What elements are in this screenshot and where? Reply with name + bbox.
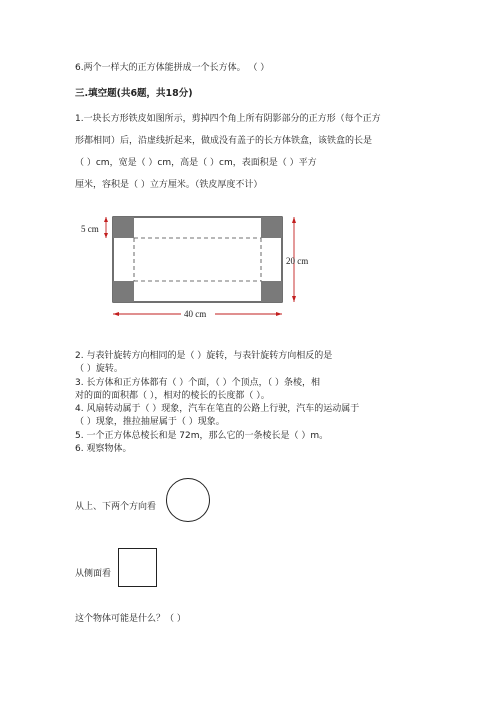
width-label: 40 cm [184, 309, 207, 319]
q2-line-1: 2. 与表针旋转方向相同的是（ ）旋转，与表针旋转方向相反的是 [75, 351, 333, 361]
q1-line-1: 1.一块长方形铁皮如图所示，剪掉四个角上所有阴影部分的正方形（每个正方 [75, 114, 381, 124]
corner-size-label: 5 cm [81, 224, 99, 234]
top-view-circle [166, 478, 210, 522]
q2-line-2: （ ）旋转。 [75, 364, 123, 374]
q3-line-2: 对的面的面积都（ ），相对的棱长的长度都（ ）。 [75, 391, 270, 401]
corner-square-tr [261, 217, 282, 238]
q1-line-4: 厘米，容积是（ ）立方厘米。（铁皮厚度不计） [75, 180, 263, 190]
top-view-label: 从上、下两个方向看 [75, 502, 157, 512]
q1-line-2: 形都相同）后，沿虚线折起来，做成没有盖子的长方体铁盒，该铁盒的长是 [75, 136, 373, 146]
section-title: 三.填空题(共6题，共18分) [75, 88, 193, 99]
q3-line-1: 3. 长方体和正方体都有（ ）个面，（ ）个顶点，（ ）条棱，相 [75, 378, 321, 388]
corner-square-br [261, 281, 282, 302]
side-view-square [118, 548, 157, 587]
judge-question-6: 6.两个一样大的正方体能拼成一个长方体。 （ ） [75, 63, 270, 73]
height-label: 20 cm [286, 256, 309, 266]
sheet-figure [0, 210, 500, 320]
side-view-label: 从侧面看 [75, 569, 112, 579]
q6-question: 这个物体可能是什么？（ ） [75, 614, 186, 624]
question-5: 5. 一个正方体总棱长和是 72m，那么它的一条棱长是（ ）m。 [75, 431, 329, 441]
q4-line-2: （ ）现象，推拉抽屉属于（ ）现象。 [75, 417, 225, 427]
q6-title: 6. 观察物体。 [75, 444, 132, 454]
corner-square-bl [113, 281, 134, 302]
corner-square-tl [113, 217, 134, 238]
q1-line-3: （ ）cm，宽是（ ）cm，高是（ ）cm，表面积是（ ）平方 [75, 158, 317, 168]
sheet-outline [113, 217, 282, 302]
q4-line-1: 4. 风扇转动属于（ ）现象，汽车在笔直的公路上行驶，汽车的运动属于 [75, 404, 360, 414]
